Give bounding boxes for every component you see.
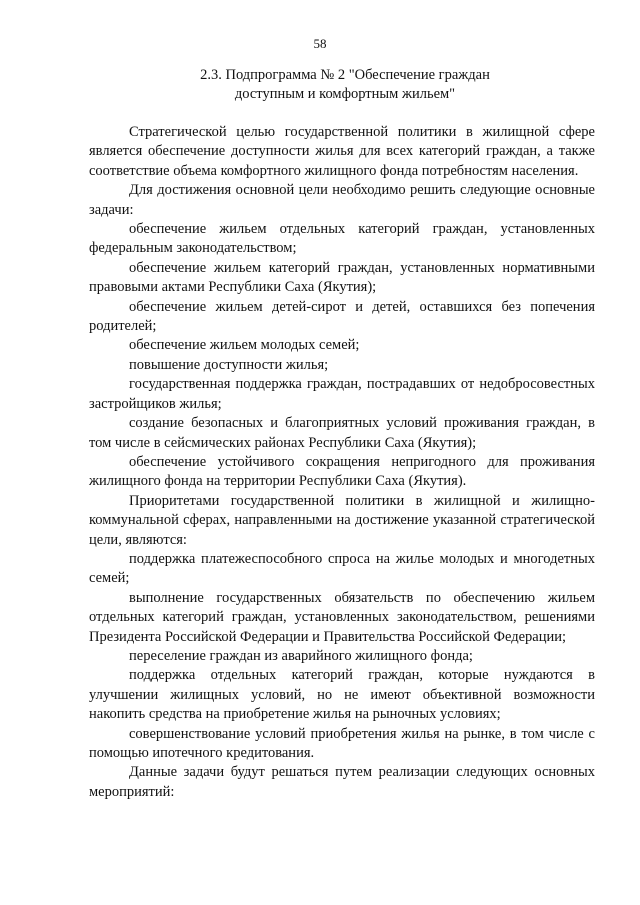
list-item-priority: поддержка отдельных категорий граждан, которые нуждаются в улучшении жилищных условий, но не имеют объективной возможности накопить средства на приобретение жилья на рыночных условиях; — [89, 667, 595, 723]
page-number: 58 — [313, 36, 327, 51]
body-text — [89, 123, 595, 802]
list-item-priority: совершенствование условий приобретения жилья на рынке, в том числе с помощью ипотечного кредитования. — [89, 725, 595, 761]
list-item-priority: выполнение государственных обязательств по обеспечению жильем отдельных категорий граждан, установленных законодательством, решениями Президента Российской Федерации и Правительства Российской Федерации; — [89, 589, 595, 645]
paragraph-tasks-intro: Для достижения основной цели необходимо решить следующие основные задачи: — [89, 182, 595, 218]
list-item-task: создание безопасных и благоприятных условий проживания граждан, в том числе в сейсмических районах Республики Саха (Якутия); — [89, 415, 595, 451]
section-heading-line-1: 2.3. Подпрограмма № 2 "Обеспечение граждан — [200, 67, 490, 83]
list-item-task: обеспечение жильем детей-сирот и детей, оставшихся без попечения родителей; — [89, 298, 595, 335]
list-item-task: повышение доступности жилья; — [129, 356, 329, 373]
list-item-priority: поддержка платежеспособного спроса на жилье молодых и многодетных семей; — [89, 550, 595, 587]
paragraph-strategic-goal: Стратегической целью государственной политики в жилищной сфере является обеспечение доступности жилья для всех категорий граждан, а также соответствие объема комфортного жилищного фонда потребностям населения. — [89, 124, 595, 179]
paragraph-measures-intro: Данные задачи будут решаться путем реализации следующих основных мероприятий: — [89, 764, 595, 800]
list-item-task: обеспечение устойчивого сокращения непригодного для проживания жилищного фонда на территории Республики Саха (Якутия). — [89, 453, 595, 490]
paragraph-priorities-intro: Приоритетами государственной политики в жилищной и жилищно-коммунальной сферах, направленными на достижение указанной стратегической цели, являются: — [89, 492, 595, 548]
list-item-task: государственная поддержка граждан, пострадавших от недобросовестных застройщиков жилья; — [89, 376, 595, 412]
list-item-task: обеспечение жильем категорий граждан, установленных нормативными правовыми актами Республики Саха (Якутия); — [89, 259, 595, 296]
list-item-task: обеспечение жильем отдельных категорий граждан, установленных федеральным законодательством; — [89, 221, 595, 257]
list-item-priority: переселение граждан из аварийного жилищного фонда; — [129, 647, 473, 664]
section-heading — [95, 66, 595, 104]
list-item-task: обеспечение жильем молодых семей; — [129, 337, 360, 354]
section-heading-line-2: доступным и комфортным жильем" — [234, 86, 456, 102]
